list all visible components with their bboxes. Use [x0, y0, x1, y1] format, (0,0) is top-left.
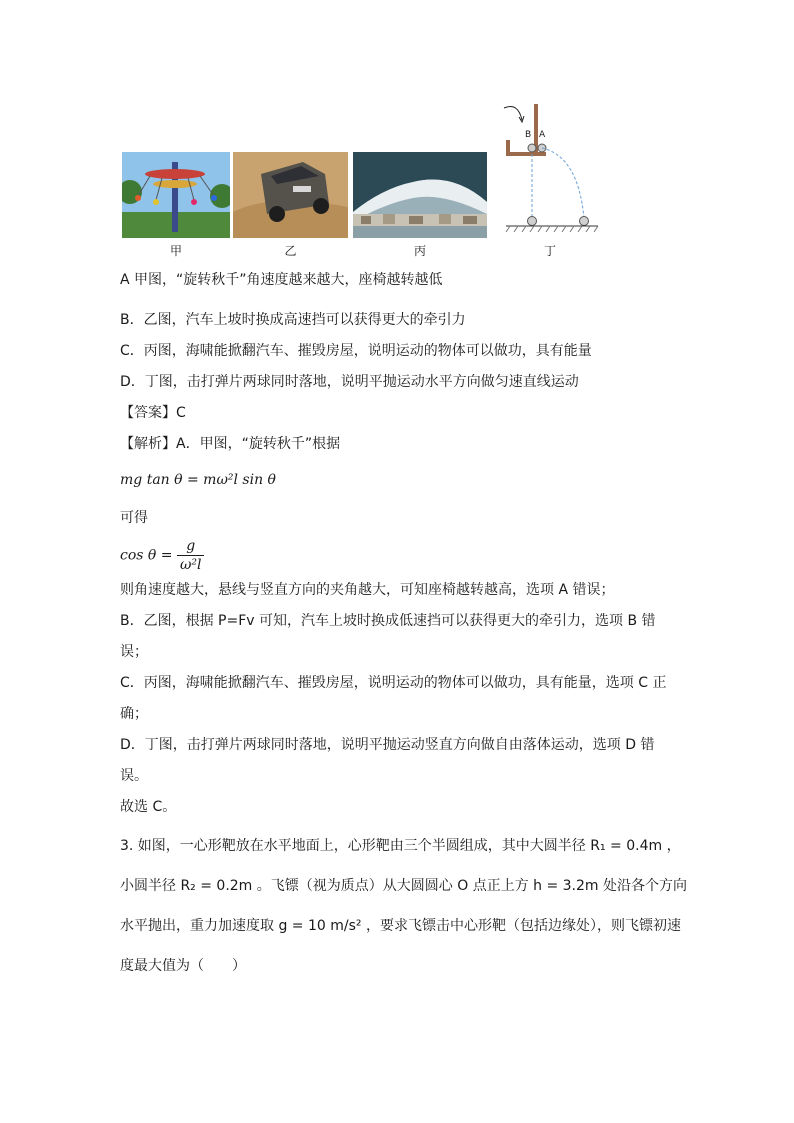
analysis-line-c1: C．丙图，海啸能掀翻汽车、摧毁房屋，说明运动的物体可以做功，具有能量，选项 C 正 — [120, 675, 667, 691]
photo-tsunami-wave — [353, 152, 487, 238]
analysis-line-a: 则角速度越大，悬线与竖直方向的夹角越大，可知座椅越转越高，选项 A 错误； — [120, 582, 615, 598]
option-c: C．丙图，海啸能掀翻汽车、摧毁房屋，说明运动的物体可以做功，具有能量 — [120, 343, 592, 359]
analysis-intro: 【解析】A．甲图，“旋转秋千”根据 — [120, 436, 341, 452]
option-b: B．乙图，汽车上坡时换成高速挡可以获得更大的牵引力 — [120, 312, 466, 328]
equation-2-lhs: cos θ = — [120, 547, 173, 564]
photo-suv-on-slope — [233, 152, 348, 238]
question3-line1: 3. 如图，一心形靶放在水平地面上，心形靶由三个半圆组成，其中大圆半径 R₁ = 0.4m ， — [120, 838, 681, 854]
equation-2 — [120, 537, 204, 574]
analysis-line-b1: B．乙图，根据 P=Fv 可知，汽车上坡时换成低速挡可以获得更大的牵引力，选项 B 错 — [120, 613, 656, 629]
label-a: A — [539, 130, 546, 140]
option-d: D．丁图，击打弹片两球同时落地，说明平抛运动水平方向做匀速直线运动 — [120, 374, 579, 390]
caption-bing: 丙 — [413, 244, 426, 258]
photo-rotating-swing — [122, 152, 230, 238]
equation-1: mg tan θ = mω²l sin θ — [120, 472, 276, 488]
analysis-conclusion: 故选 C。 — [120, 799, 177, 815]
diagram-projectile-apparatus — [498, 100, 602, 238]
question3-line4: 度最大值为（ ） — [120, 958, 246, 974]
caption-ding: 丁 — [543, 244, 556, 258]
caption-yi: 乙 — [284, 244, 297, 258]
equation-2-fraction — [177, 537, 205, 574]
label-b: B — [525, 130, 532, 140]
analysis-line-b2: 误； — [120, 644, 148, 660]
option-a: A 甲图，“旋转秋千”角速度越来越大，座椅越转越低 — [120, 272, 443, 288]
equation-2-denominator: ω²l — [179, 557, 202, 573]
analysis-line-d1: D．丁图，击打弹片两球同时落地，说明平抛运动竖直方向做自由落体运动，选项 D 错 — [120, 737, 655, 753]
analysis-kede: 可得 — [120, 510, 148, 526]
equation-2-numerator: g — [177, 537, 205, 556]
analysis-line-c2: 确； — [120, 706, 148, 722]
caption-jia: 甲 — [169, 244, 182, 258]
question3-line3: 水平抛出，重力加速度取 g = 10 m/s² ，要求飞镖击中心形靶（包括边缘处），则飞镖初速 — [120, 918, 681, 934]
answer-line: 【答案】C — [120, 405, 186, 421]
question3-line2: 小圆半径 R₂ = 0.2m 。飞镖（视为质点）从大圆圆心 O 点正上方 h = 3.2m 处沿各个方向 — [120, 878, 687, 894]
analysis-line-d2: 误。 — [120, 768, 148, 784]
